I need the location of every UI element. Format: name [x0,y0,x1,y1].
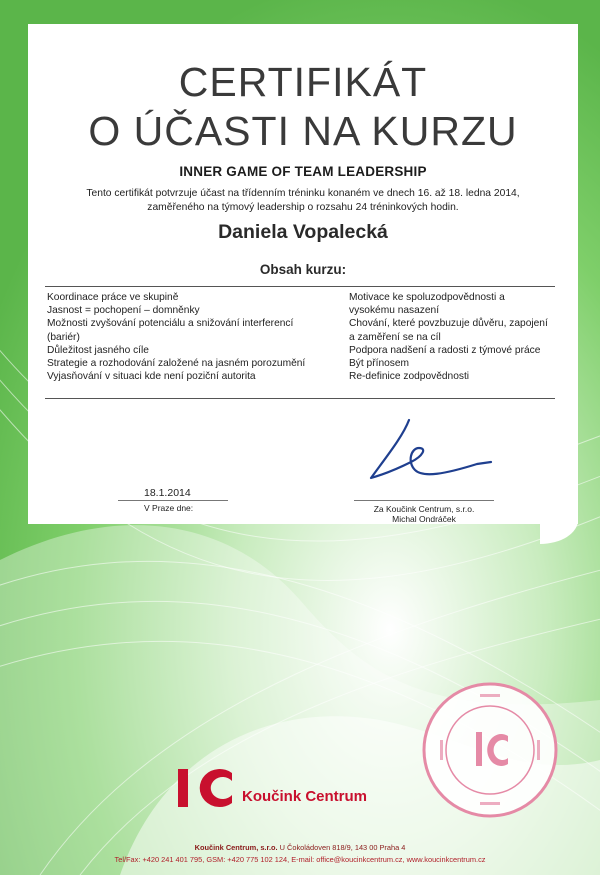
issue-date: 18.1.2014 [144,487,191,499]
course-name: INNER GAME OF TEAM LEADERSHIP [179,164,427,179]
footer-address [0,843,600,852]
handwritten-signature [365,418,495,488]
kc-logo-icon [176,765,236,811]
date-line [118,500,228,501]
contents-item: Jasnost = pochopení – domněnky [47,305,200,317]
contents-heading: Obsah kurzu: [259,262,347,277]
footer-contacts: Tel/Fax: +420 241 401 795, GSM: +420 775 102 124, E-mail: office@koucinkcentrum.cz, www.koucinkcentrum.cz [114,855,486,864]
accreditation-stamp-icon [420,680,560,820]
certificate-title: CERTIFIKÁT [178,59,428,105]
footer-street: U Čokoládoven 818/9, 143 00 Praha 4 [279,843,406,852]
contents-item: Strategie a rozhodování založené na jasném porozumění [47,358,306,370]
contents-item: Podpora nadšení a radosti z týmové práce [349,344,541,356]
contents-item: a zaměření se na cíl [349,331,441,343]
description-line: zaměřeného na týmový leadership o rozsahu 24 tréninkových hodin. [147,202,459,213]
contents-item: Vyjasňování v situaci kde není poziční autorita [47,371,256,383]
signatory-name: Michal Ondráček [392,514,456,524]
contents-top-rule [45,286,555,287]
contents-item: Koordinace práce ve skupině [47,292,179,303]
date-label: V Praze dne: [144,503,194,513]
signatory-organization: Za Koučink Centrum, s.r.o. [373,504,475,514]
brand-name: Koučink Centrum [242,788,368,805]
footer-company: Koučink Centrum, s.r.o. [194,843,278,852]
description-line: Tento certifikát potvrzuje účast na třídenním tréninku konaném ve dnech 16. až 18. ledna 2014, [86,188,520,199]
contents-item: (bariér) [47,331,80,343]
contents-item: Motivace ke spoluzodpovědnosti a [349,292,505,303]
contents-left-column [47,291,332,383]
contents-item: Re-definice zodpovědnosti [349,371,470,383]
contents-right-column [349,291,569,383]
contents-item: Být přínosem [349,358,410,370]
certificate-description [28,187,578,215]
contents-item: vysokému nasazení [349,305,440,317]
contents-item: Důležitost jasného cíle [47,344,149,356]
signature-line [354,500,494,501]
contents-item: Chování, které povzbuzuje důvěru, zapojení [349,318,548,330]
contents-item: Možnosti zvyšování potenciálu a snižování interferencí [47,318,294,330]
contents-bottom-rule [45,398,555,399]
participant-name: Daniela Vopalecká [218,221,388,243]
certificate-subtitle: O ÚČASTI NA KURZU [88,108,518,154]
